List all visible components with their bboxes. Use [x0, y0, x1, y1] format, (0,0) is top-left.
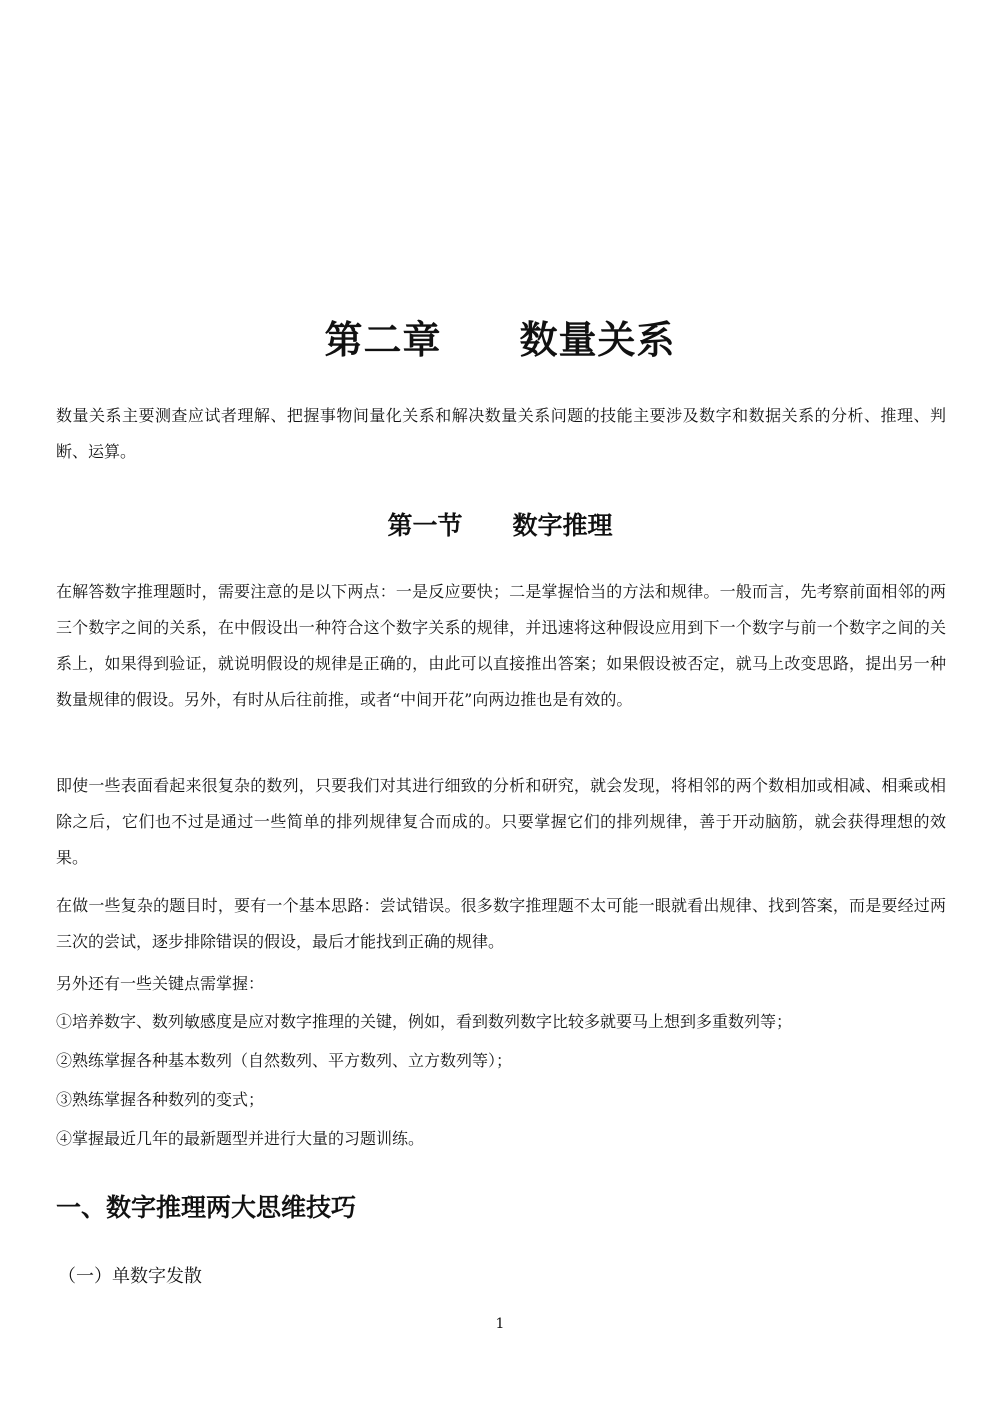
key-points-list — [56, 1002, 946, 1158]
page-number: 1 — [495, 1316, 505, 1332]
paragraph-key-points-intro: 另外还有一些关键点需掌握： — [56, 974, 265, 993]
paragraph-solving-tips: 在解答数字推理题时，需要注意的是以下两点：一是反应要快；二是掌握恰当的方法和规律。一般而言，先考察前面相邻的两三个数字之间的关系，在中假设出一种符合这个数字关系的规律，并迅速将这种假设应用到下一个数字与前一个数字之间的关系上，如果得到验证，就说明假设的规律是正确的，由此可以直接推出答案；如果假设被否定，就马上改变思路，提出另一种数量规律的假设。另外，有时从后往前推，或者“中间开花”向两边推也是有效的。 — [56, 582, 946, 709]
list-item: ①培养数字、数列敏感度是应对数字推理的关键，例如，看到数列数字比较多就要马上想到多重数列等； — [56, 1012, 793, 1031]
heading-thinking-skills: 一、数字推理两大思维技巧 — [56, 1193, 357, 1222]
chapter-title: 第二章 数量关系 — [324, 318, 676, 362]
list-item: ③熟练掌握各种数列的变式； — [56, 1090, 265, 1109]
paragraph-trial-and-error: 在做一些复杂的题目时，要有一个基本思路：尝试错误。很多数字推理题不太可能一眼就看出规律、找到答案，而是要经过两三次的尝试，逐步排除错误的假设，最后才能找到正确的规律。 — [56, 896, 946, 951]
intro-paragraph: 数量关系主要测查应试者理解、把握事物间量化关系和解决数量关系问题的技能主要涉及数字和数据关系的分析、推理、判断、运算。 — [56, 406, 946, 461]
heading-single-number-divergence: （一）单数字发散 — [58, 1266, 202, 1287]
paragraph-complex-sequences: 即使一些表面看起来很复杂的数列，只要我们对其进行细致的分析和研究，就会发现，将相邻的两个数相加或相减、相乘或相除之后，它们也不过是通过一些简单的排列规律复合而成的。只要掌握它们的排列规律，善于开动脑筋，就会获得理想的效果。 — [56, 776, 946, 867]
list-item: ④掌握最近几年的最新题型并进行大量的习题训练。 — [56, 1129, 425, 1148]
list-item: ②熟练掌握各种基本数列（自然数列、平方数列、立方数列等）； — [56, 1051, 513, 1070]
section-title: 第一节 数字推理 — [387, 511, 613, 540]
